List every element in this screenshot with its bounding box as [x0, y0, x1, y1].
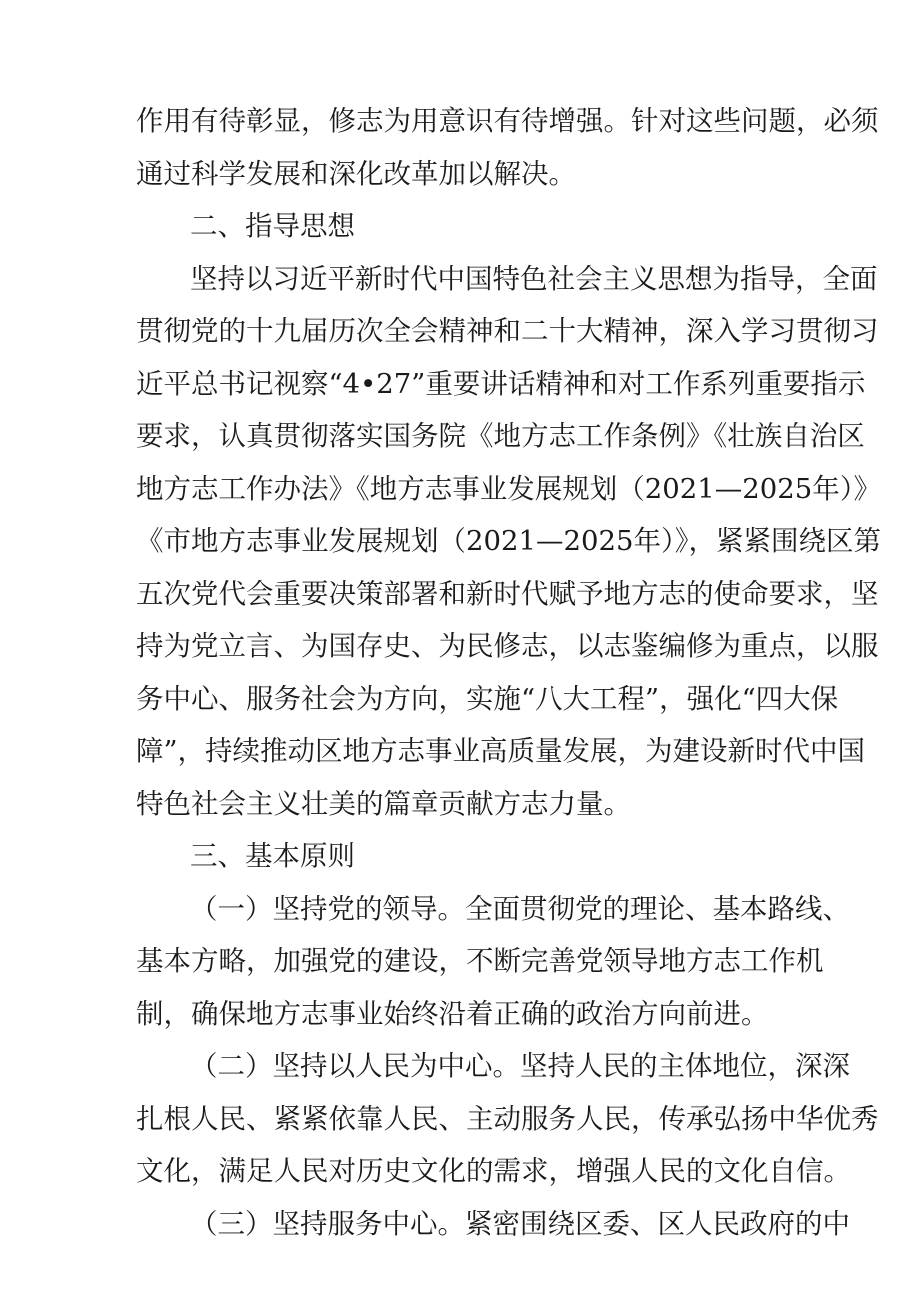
body-text-line: 通过科学发展和深化改革加以解决。: [136, 157, 576, 190]
body-text-line: （二）坚持以人民为中心。坚持人民的主体地位，深深: [190, 1050, 850, 1082]
body-text-line: 制，确保地方志事业始终沿着正确的政治方向前进。: [136, 997, 769, 1030]
body-text-line: 扎根人民、紧紧依靠人民、主动服务人民，传承弘扬中华优秀: [136, 1102, 879, 1135]
section-heading: 三、基本原则: [190, 840, 355, 872]
section-heading: 二、指导思想: [190, 210, 355, 242]
body-text-line: 障”，持续推动区地方志事业高质量发展，为建设新时代中国: [136, 735, 866, 767]
body-text-line: 地方志工作办法》《地方志事业发展规划（2021—2025年）》: [136, 472, 881, 505]
body-text-line: 作用有待彰显，修志为用意识有待增强。针对这些问题，必须: [136, 105, 879, 137]
body-text-line: 贯彻党的十九届历次全会精神和二十大精神，深入学习贯彻习: [136, 315, 879, 347]
body-text-line: （三）坚持服务中心。紧密围绕区委、区人民政府的中: [190, 1207, 850, 1240]
body-text-line: 五次党代会重要决策部署和新时代赋予地方志的使命要求，坚: [136, 577, 879, 610]
body-text-line: （一）坚持党的领导。全面贯彻党的理论、基本路线、: [190, 892, 850, 925]
body-text-line: 近平总书记视察“4•27”重要讲话精神和对工作系列重要指示: [136, 367, 866, 400]
body-text-line: 坚持以习近平新时代中国特色社会主义思想为指导，全面: [190, 262, 878, 295]
body-text-line: 《市地方志事业发展规划（2021—2025年）》，紧紧围绕区第: [136, 525, 881, 557]
body-text-line: 务中心、服务社会为方向，实施“八大工程”，强化“四大保: [136, 682, 839, 715]
body-text-line: 持为党立言、为国存史、为民修志，以志鉴编修为重点，以服: [136, 630, 879, 662]
body-text-line: 要求，认真贯彻落实国务院《地方志工作条例》《壮族自治区: [136, 420, 865, 452]
body-text-line: 特色社会主义壮美的篇章贡献方志力量。: [136, 787, 631, 820]
body-text-line: 文化，满足人民对历史文化的需求，增强人民的文化自信。: [136, 1155, 851, 1187]
body-text-line: 基本方略，加强党的建设，不断完善党领导地方志工作机: [136, 945, 824, 977]
